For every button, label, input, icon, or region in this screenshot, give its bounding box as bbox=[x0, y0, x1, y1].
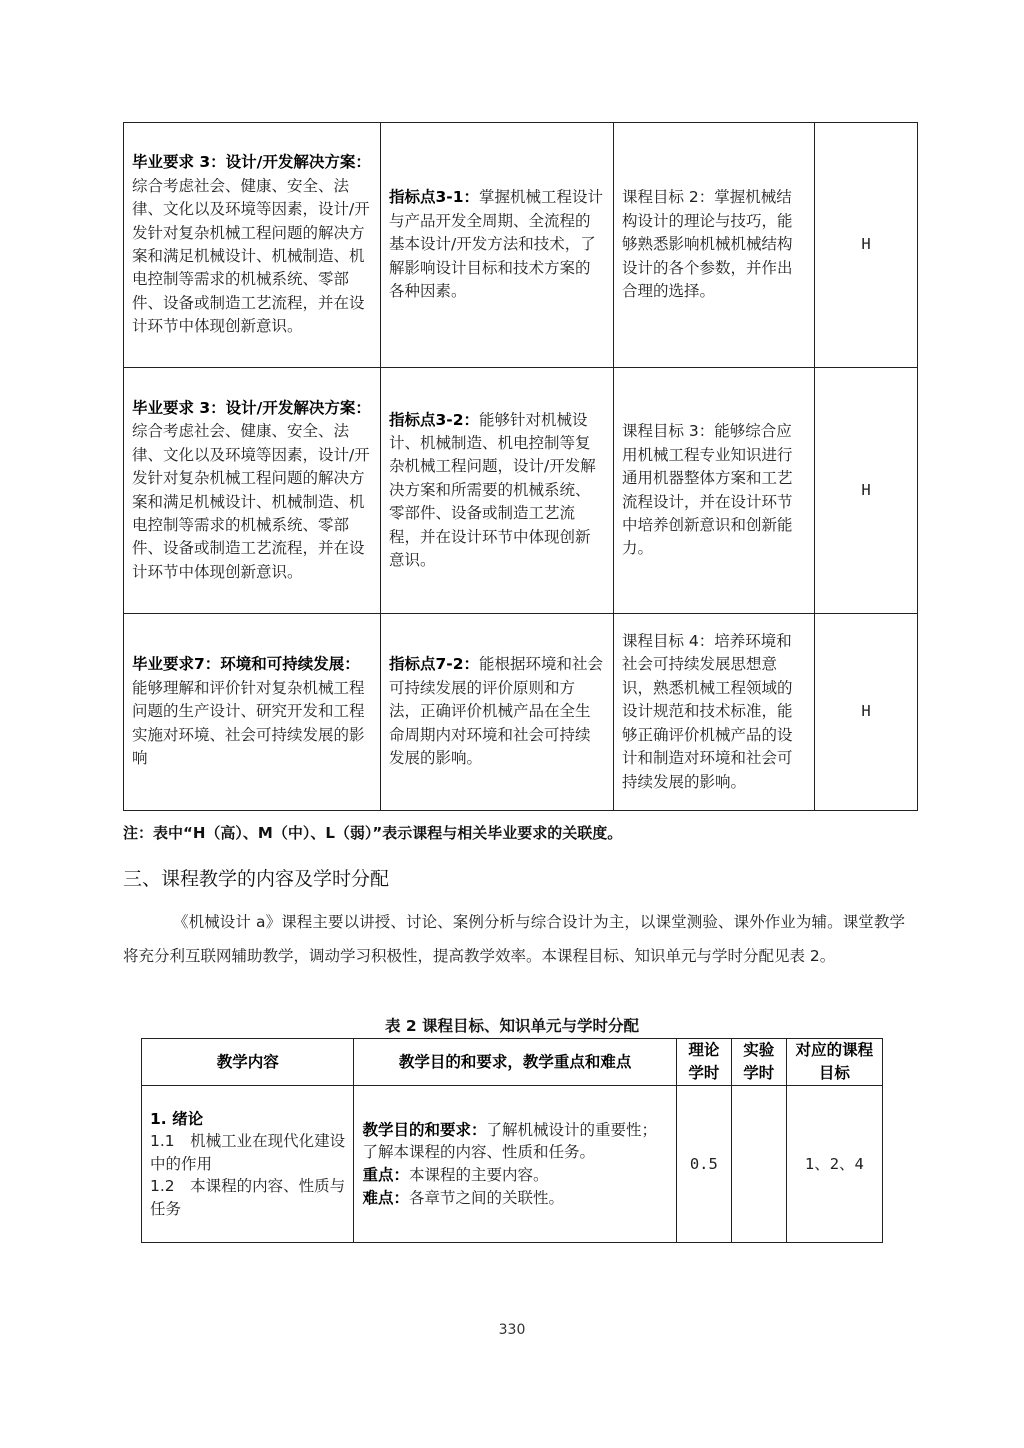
relevance-level: H bbox=[815, 614, 918, 811]
requirement-text: 能够理解和评价针对复杂机械工程问题的生产设计、研究开发和工程实施对环境、社会可持续发展的影响 bbox=[132, 678, 365, 768]
content-item: 1.2 本课程的内容、性质与任务 bbox=[150, 1177, 346, 1218]
header-theory-hours: 理论学时 bbox=[676, 1039, 731, 1086]
requirement-text: 综合考虑社会、健康、安全、法律、文化以及环境等因素，设计/开发针对复杂机械工程问题的解决方案和满足机械设计、机械制造、机电控制等需求的机械系统、零部件、设备或制造工艺流程，并在设计环节中体现创新意识。 bbox=[132, 422, 370, 581]
requirement-text: 综合考虑社会、健康、安全、法律、文化以及环境等因素，设计/开发针对复杂机械工程问题的解决方案和满足机械设计、机械制造、机电控制等需求的机械系统、零部件、设备或制造工艺流程，并在设计环节中体现创新意识。 bbox=[132, 176, 370, 336]
table-header-row bbox=[142, 1039, 883, 1086]
relevance-level: H bbox=[815, 368, 918, 614]
requirement-title: 毕业要求 3：设计/开发解决方案： bbox=[132, 398, 371, 417]
indicator-title: 指标点3-2： bbox=[389, 410, 480, 429]
indicator-cell bbox=[381, 614, 614, 811]
lab-hours-cell bbox=[731, 1086, 786, 1243]
indicator-cell bbox=[381, 123, 614, 368]
indicator-title: 指标点7-2： bbox=[389, 655, 480, 674]
graduation-requirements-table bbox=[123, 122, 918, 811]
difficulty-label: 难点： bbox=[362, 1188, 409, 1207]
table-row bbox=[124, 368, 918, 614]
difficulty-text: 各章节之间的关联性。 bbox=[408, 1188, 564, 1207]
indicator-text: 能够针对机械设计、机械制造、机电控制等复杂机械工程问题，设计/开发解决方案和所需要的机械系统、零部件、设备或制造工艺流程，并在设计环节中体现创新意识。 bbox=[389, 410, 596, 570]
indicator-text: 能根据环境和社会可持续发展的评价原则和方法，正确评价机械产品在全生命周期内对环境和社会可持续发展的影响。 bbox=[389, 655, 604, 768]
course-goal-cell: 课程目标 2：掌握机械结构设计的理论与技巧，能够熟悉影响机械机械结构设计的各个参数，并作出合理的选择。 bbox=[614, 123, 815, 368]
page-number: 330 bbox=[498, 1322, 526, 1338]
key-point-text: 本课程的主要内容。 bbox=[408, 1166, 549, 1184]
header-course-goals: 对应的课程目标 bbox=[786, 1039, 882, 1086]
table-row bbox=[124, 123, 918, 368]
relevance-level: H bbox=[815, 123, 918, 368]
header-content: 教学内容 bbox=[142, 1039, 354, 1086]
indicator-title: 指标点3-1： bbox=[389, 188, 480, 207]
header-lab-hours: 实验学时 bbox=[731, 1039, 786, 1086]
header-aims: 教学目的和要求，教学重点和难点 bbox=[354, 1039, 676, 1086]
course-content-table bbox=[141, 1038, 883, 1243]
aims-text: 了解机械设计的重要性；了解本课程的内容、性质和任务。 bbox=[362, 1120, 657, 1162]
requirement-title: 毕业要求7：环境和可持续发展： bbox=[132, 655, 360, 674]
indicator-text: 掌握机械工程设计与产品开发全周期、全流程的基本设计/开发方法和技术，了解影响设计目标和技术方案的各种因素。 bbox=[389, 188, 604, 301]
body-paragraph: 《机械设计 a》课程主要以讲授、讨论、案例分析与综合设计为主，以课堂测验、课外作业为辅。课堂教学将充分利互联网辅助教学，调动学习积极性，提高教学效率。本课程目标、知识单元与学时分配见表 2。 bbox=[123, 913, 905, 965]
aims-label: 教学目的和要求： bbox=[362, 1120, 487, 1139]
content-cell bbox=[142, 1086, 354, 1243]
table-caption: 表 2 课程目标、知识单元与学时分配 bbox=[384, 1017, 640, 1035]
requirement-cell bbox=[124, 614, 381, 811]
course-goal-cell: 课程目标 4：培养环境和社会可持续发展思想意识，熟悉机械工程领域的设计规范和技术标准，能够正确评价机械产品的设计和制造对环境和社会可持续发展的影响。 bbox=[614, 614, 815, 811]
requirement-cell bbox=[124, 123, 381, 368]
requirement-cell bbox=[124, 368, 381, 614]
key-point-label: 重点： bbox=[362, 1166, 409, 1184]
aims-cell bbox=[354, 1086, 676, 1243]
table-note: 注：表中“H（高）、M（中）、L（弱）”表示课程与相关毕业要求的关联度。 bbox=[123, 824, 623, 842]
table-row bbox=[142, 1086, 883, 1243]
course-goal-cell: 课程目标 3：能够综合应用机械工程专业知识进行通用机器整体方案和工艺流程设计，并在设计环节中培养创新意识和创新能力。 bbox=[614, 368, 815, 614]
theory-hours-cell: 0.5 bbox=[676, 1086, 731, 1243]
table-row bbox=[124, 614, 918, 811]
content-title: 1. 绪论 bbox=[150, 1109, 204, 1128]
section-heading: 三、课程教学的内容及学时分配 bbox=[123, 868, 390, 890]
course-goals-cell: 1、2、4 bbox=[786, 1086, 882, 1243]
content-item: 1.1 机械工业在现代化建设中的作用 bbox=[150, 1132, 346, 1173]
indicator-cell bbox=[381, 368, 614, 614]
requirement-title: 毕业要求 3：设计/开发解决方案： bbox=[132, 153, 371, 172]
